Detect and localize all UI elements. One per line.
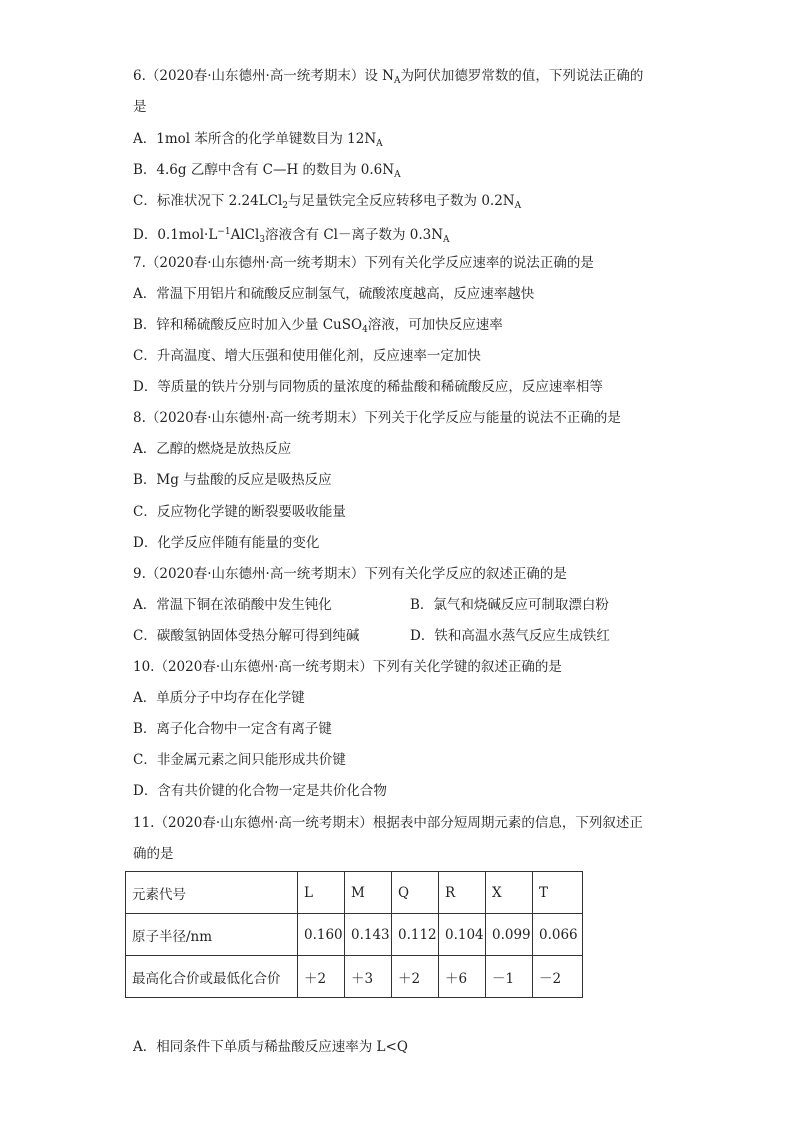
q7-option-b: B．锌和稀硫酸反应时加入少量 CuSO$_4$溶液，可加快反应速率 [133,317,503,335]
table-cell: 0.143 [345,914,392,956]
q7-option-d: D．等质量的铁片分别与同物质的量浓度的稀盐酸和稀硫酸反应，反应速率相等 [133,379,603,395]
q6-option-a: A．1mol 苯所含的化学单键数目为 $12N_A$ [133,131,383,149]
q8-stem: 8.（2020春·山东德州·高一统考期末）下列关于化学反应与能量的说法不正确的是 [133,410,621,426]
q9-option-b: B．氯气和烧碱反应可制取漂白粉 [410,597,609,613]
table-cell: Q [392,872,439,914]
table-cell: M [345,872,392,914]
q10-option-d: D．含有共价键的化合物一定是共价化合物 [133,783,387,799]
q9-option-d: D．铁和高温水蒸气反应生成铁红 [410,628,610,644]
q6-stem-cont: 是 [133,99,147,115]
table-header-row [126,872,583,914]
q10-stem: 10.（2020春·山东德州·高一统考期末）下列有关化学键的叙述正确的是 [133,659,562,675]
q7-stem: 7.（2020春·山东德州·高一统考期末）下列有关化学反应速率的说法正确的是 [133,255,594,271]
table-cell: 0.160 [298,914,345,956]
q6-stem: 6.（2020春·山东德州·高一统考期末）设 $N_A$为阿伏加德罗常数的值，下列说法正确的 [133,68,644,86]
table-cell: 元素代号 [126,872,298,914]
q10-option-b: B．离子化合物中一定含有离子键 [133,721,332,737]
table-cell: 0.066 [533,914,583,956]
table-cell: L [298,872,345,914]
q11-stem-cont: 确的是 [133,846,174,862]
table-cell: R [439,872,486,914]
table-cell: 0.104 [439,914,486,956]
q8-option-a: A．乙醇的燃烧是放热反应 [133,441,292,457]
q6-option-c: C．标准状况下 2.24LCl$_2$与足量铁完全反应转移电子数为 $0.2N_A$ [133,193,522,211]
q9-option-a: A．常温下铜在浓硝酸中发生钝化 [133,597,332,613]
q10-option-c: C．非金属元素之间只能形成共价键 [133,752,346,768]
table-cell: 原子半径/nm [126,914,298,956]
element-info-table [125,871,583,998]
table-cell: T [533,872,583,914]
q6-option-d: D．$0.1mol\cdot L^{-1}AlCl_3$溶液含有 Cl－离子数为 $0.3N_A$ [133,227,450,245]
q11-stem: 11.（2020春·山东德州·高一统考期末）根据表中部分短周期元素的信息，下列叙述正 [133,815,643,831]
table-cell: 0.099 [486,914,533,956]
table-row [126,956,583,998]
q10-option-a: A．单质分子中均存在化学键 [133,690,305,706]
q6-option-b: B．4.6g 乙醇中含有 C—H 的数目为 $0.6N_A$ [133,162,401,180]
q9-stem: 9.（2020春·山东德州·高一统考期末）下列有关化学反应的叙述正确的是 [133,566,567,582]
table-cell: X [486,872,533,914]
table-cell: ＋2 [392,956,439,998]
q11-option-a: A．相同条件下单质与稀盐酸反应速率为 L<Q [133,1039,408,1055]
q7-option-a: A．常温下用铝片和硫酸反应制氢气，硫酸浓度越高，反应速率越快 [133,286,535,302]
table-cell: －2 [533,956,583,998]
q7-option-c: C．升高温度、增大压强和使用催化剂，反应速率一定加快 [133,348,481,364]
table-row [126,914,583,956]
table-cell: ＋6 [439,956,486,998]
q8-option-c: C．反应物化学键的断裂要吸收能量 [133,504,346,520]
q8-option-d: D．化学反应伴随有能量的变化 [133,535,320,551]
table-cell: ＋3 [345,956,392,998]
q9-option-c: C．碳酸氢钠固体受热分解可得到纯碱 [133,628,360,644]
table-cell: －1 [486,956,533,998]
table-cell: 0.112 [392,914,439,956]
table-cell: 最高化合价或最低化合价 [126,956,298,998]
q8-option-b: B．Mg 与盐酸的反应是吸热反应 [133,472,332,488]
table-cell: ＋2 [298,956,345,998]
